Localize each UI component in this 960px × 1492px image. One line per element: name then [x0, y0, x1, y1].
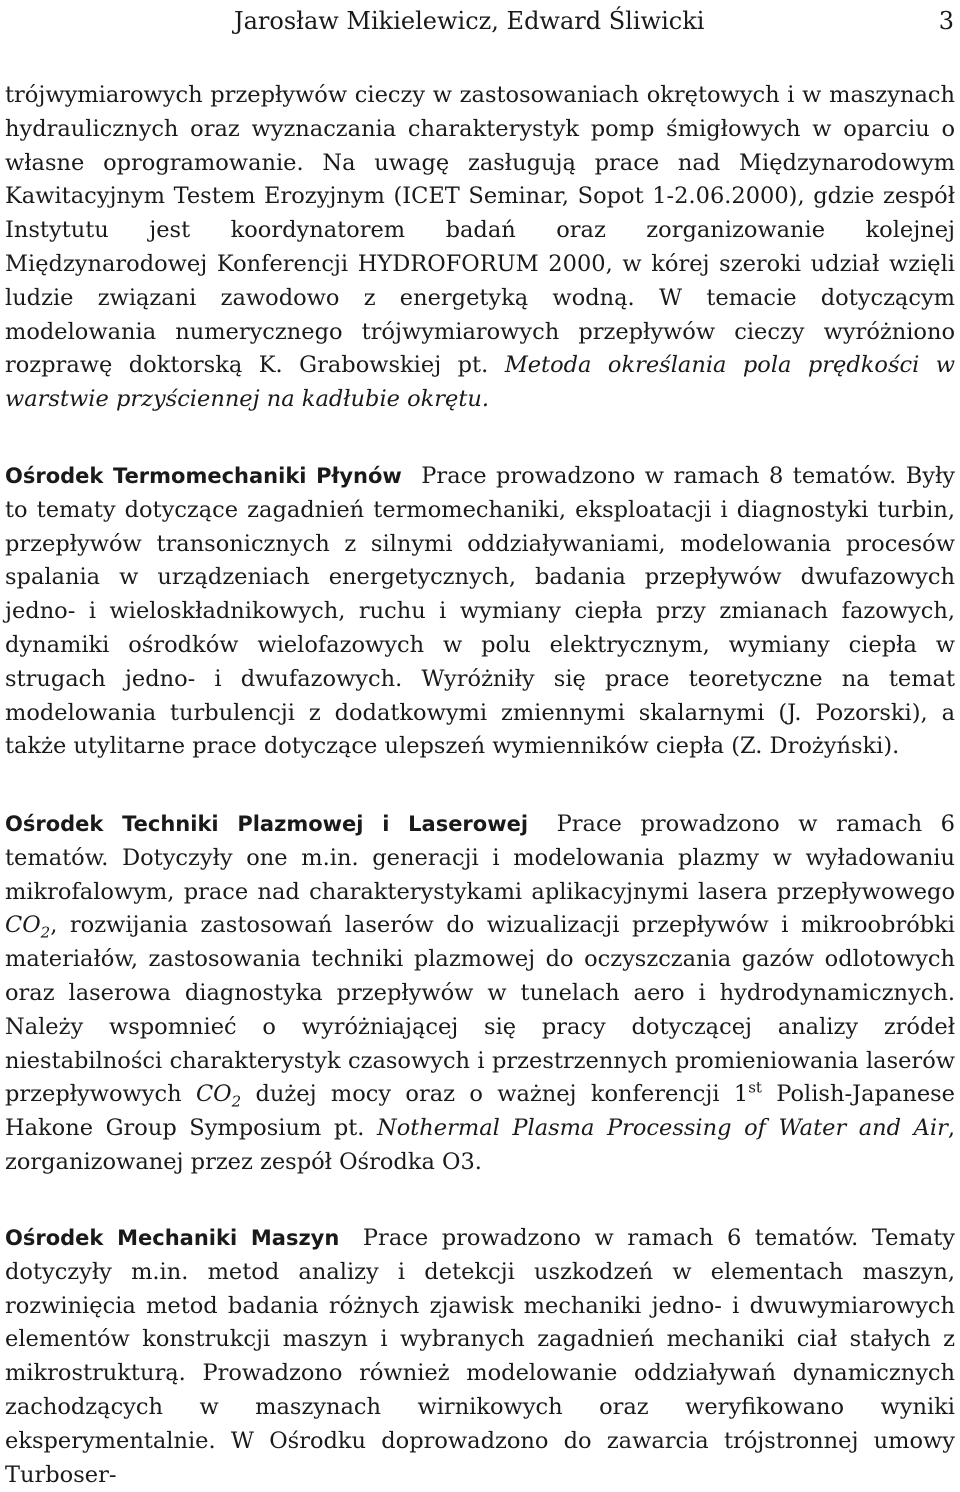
- page-number: 3: [938, 7, 954, 35]
- thesis-title: Metoda określania pola prędkości w warstwie przyściennej na kadłubie okrętu.: [5, 352, 956, 413]
- page-header: [0, 4, 960, 38]
- running-title: Jarosław Mikielewicz, Edward Śliwicki: [234, 7, 705, 35]
- section-text: dużej mocy oraz o ważnej konferencji 1: [255, 1081, 749, 1108]
- intro-paragraph: [5, 79, 955, 417]
- intro-text: trójwymiarowych przepływów cieczy w zastosowaniach okrętowych i w maszynach hydraulicznych oraz wyznaczania charakterystyk pomp śmigłowych w oparciu o własne oprogramowanie. Na uwagę zasługują prace nad Międzynarodowym Kawitacyjnym Testem Erozyjnym (ICET Seminar, Sopot 1-2.06.2000), gdzie zespół Instytutu jest koordynatorem badań oraz zorganizowanie kolejnej Międzynarodowej Konferencji HYDROFORUM 2000, w kórej szeroki udział wzięli ludzie związani zawodowo z energetyką wodną. W temacie dotyczącym modelowania numerycznego trójwymiarowych przepływów cieczy wyróżniono rozprawę doktorską K. Grabowskiej pt.: [5, 82, 955, 379]
- section-thermomechanics: [5, 460, 955, 764]
- section-text: , zorganizowanej przez zespół Ośrodka O3.: [5, 1115, 955, 1175]
- section-text: Prace prowadzono w ramach 6 tematów. Dotyczyły one m.in. generacji i modelowania plazmy w wyładowaniu mikrofalowym, prace nad charakterystykami aplikacyjnymi lasera przepływowego: [5, 811, 955, 905]
- co2-formula: $CO_2$: [5, 912, 51, 942]
- ordinal-suffix: st: [748, 1078, 762, 1097]
- section-plasma-laser: [5, 808, 955, 1180]
- section-heading: Ośrodek Mechaniki Maszyn: [5, 1226, 340, 1250]
- section-heading: Ośrodek Techniki Plazmowej i Laserowej: [5, 812, 529, 836]
- section-heading: Ośrodek Termomechaniki Płynów: [5, 464, 402, 488]
- section-text: Polish-Japanese Hakone Group Symposium pt.: [5, 1081, 955, 1142]
- section-machine-mechanics: [5, 1222, 955, 1492]
- section-text: , rozwijania zastosowań laserów do wizualizacji przepływów i mikroobróbki materiałów, zastosowania techniki plazmowej do oczyszczania gazów odlotowych oraz laserowa diagnostyka przepływów w tunelach aero i hydrodynamicznych. Należy wspomnieć o wyróżniającej się pracy dotyczącej analizy zródeł niestabilności charakterystyk czasowych i przestrzennych promieniowania laserów przepływowych: [5, 912, 955, 1108]
- symposium-title: Nothermal Plasma Processing of Water and Air: [377, 1115, 948, 1142]
- section-text: Prace prowadzono w ramach 6 tematów. Tematy dotyczyły m.in. metod analizy i detekcji uszkodzeń w elementach maszyn, rozwinięcia metod badania różnych zjawisk mechaniki jedno- i dwuwymiarowych elementów konstrukcji maszyn i wybranych zagadnień mechaniki ciał stałych z mikrostrukturą. Prowadzono również modelowanie oddziaływań dynamicznych zachodzących w maszynach wirnikowych oraz weryfikowano wyniki eksperymentalnie. W Ośrodku doprowadzono do zawarcia trójstronnej umowy Turboser-: [5, 1225, 955, 1488]
- section-text: Prace prowadzono w ramach 8 tematów. Były to tematy dotyczące zagadnień termomechaniki, eksploatacji i diagnostyki turbin, przepływów transonicznych z silnymi oddziaływaniami, modelowania procesów spalania w urządzeniach energetycznych, badania przepływów dwufazowych jedno- i wieloskładnikowych, ruchu i wymiany ciepła przy zmianach fazowych, dynamiki ośrodków wielofazowych w polu elektrycznym, wymiany ciepła w strugach jedno- i dwufazowych. Wyróżniły się prace teoretyczne na temat modelowania turbulencji z dodatkowymi zmiennymi skalarnymi (J. Pozorski), a także utylitarne prace dotyczące ulepszeń wymienników ciepła (Z. Drożyński).: [5, 463, 955, 760]
- co2-formula: $CO_2$: [195, 1081, 242, 1111]
